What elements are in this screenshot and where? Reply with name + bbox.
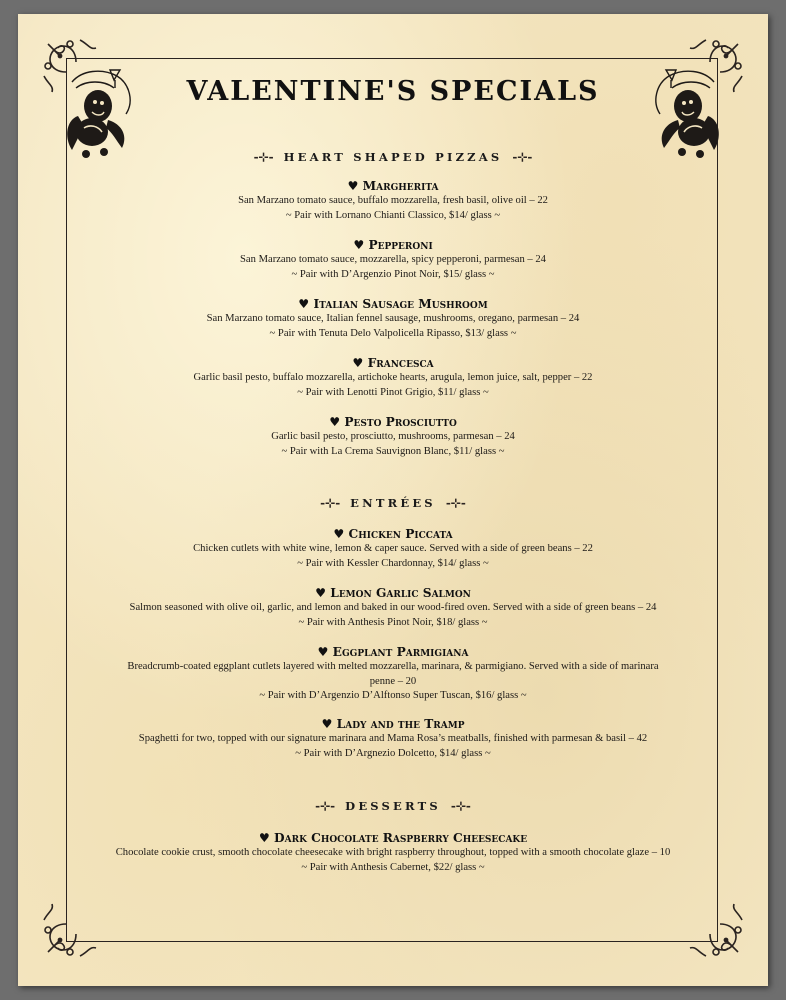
section-ornament-icon: -⊹- xyxy=(512,150,533,164)
menu-item-pairing: ~ Pair with Kessler Chardonnay, $14/ glass ~ xyxy=(297,557,489,569)
menu-item-pairing: ~ Pair with D’Argnezio Dolcetto, $14/ glass ~ xyxy=(295,747,491,759)
menu-item-name: ♥ Chicken Piccata xyxy=(333,527,453,541)
menu-item-name: ♥ Pepperoni xyxy=(353,238,433,252)
menu-item-name: ♥ Margherita xyxy=(347,179,439,193)
menu-item xyxy=(58,178,728,223)
section-heading-pizzas xyxy=(18,150,768,164)
corner-flourish-icon xyxy=(40,890,110,960)
section-ornament-icon: -⊹- xyxy=(445,496,466,510)
menu-item-description: Chocolate cookie crust, smooth chocolate cheesecake with bright raspberry throughout, topped with a smooth chocolate glaze – 10 xyxy=(115,847,671,858)
section-ornament-icon: -⊹- xyxy=(253,150,274,164)
menu-item xyxy=(126,644,660,704)
menu-item-pairing: ~ Pair with D’Argenzio D’Alftonso Super Tuscan, $16/ glass ~ xyxy=(259,690,527,701)
section-ornament-icon: -⊹- xyxy=(315,799,336,813)
menu-item-name: ♥ Italian Sausage Mushroom xyxy=(298,297,488,311)
menu-item-description: San Marzano tomato sauce, buffalo mozzarella, fresh basil, olive oil – 22 xyxy=(238,195,548,206)
page-title: VALENTINE'S SPECIALS xyxy=(186,76,600,107)
menu-item-pairing: ~ Pair with Anthesis Pinot Noir, $18/ glass ~ xyxy=(298,616,488,628)
menu-item-pairing: ~ Pair with D’Argenzio Pinot Noir, $15/ glass ~ xyxy=(291,268,495,280)
section-ornament-icon: -⊹- xyxy=(320,496,341,510)
menu-item xyxy=(58,237,728,282)
menu-item xyxy=(114,830,672,875)
menu-item xyxy=(58,296,728,341)
menu-item-description: Spaghetti for two, topped with our signature marinara and Mama Rosa’s meatballs, finished with parmesan & basil – 42 xyxy=(138,733,648,744)
menu-item-pairing: ~ Pair with Lornano Chianti Classico, $14/ glass ~ xyxy=(285,209,501,221)
section-ornament-icon: -⊹- xyxy=(450,799,471,813)
menu-item xyxy=(58,716,728,761)
menu-item-name: ♥ Dark Chocolate Raspberry Cheesecake xyxy=(258,831,528,845)
corner-flourish-icon xyxy=(676,890,746,960)
section-heading-entrees xyxy=(18,496,768,510)
menu-item-description: Breadcrumb-coated eggplant cutlets layered with melted mozzarella, marinara, & parmigiano. Served with a side of marinara penne – 20 xyxy=(127,661,659,687)
menu-item-description: Salmon seasoned with olive oil, garlic, and lemon and baked in our wood-fired oven. Served with a side of green beans – 24 xyxy=(129,602,657,613)
menu-item xyxy=(58,526,728,571)
section-heading-label: HEART SHAPED PIZZAS xyxy=(283,150,503,164)
menu-item-pairing: ~ Pair with La Crema Sauvignon Blanc, $11/ glass ~ xyxy=(281,445,505,457)
menu-item xyxy=(58,585,728,630)
menu-item xyxy=(58,414,728,459)
menu-item-name: ♥ Lemon Garlic Salmon xyxy=(315,586,471,600)
menu-item-description: San Marzano tomato sauce, Italian fennel sausage, mushrooms, oregano, parmesan – 24 xyxy=(206,313,580,324)
menu-item-description: Chicken cutlets with white wine, lemon & caper sauce. Served with a side of green beans – 22 xyxy=(193,543,593,554)
menu-item-description: Garlic basil pesto, prosciutto, mushrooms, parmesan – 24 xyxy=(271,431,515,442)
section-heading-label: DESSERTS xyxy=(345,799,441,813)
menu-item-pairing: ~ Pair with Tenuta Delo Valpolicella Ripasso, $13/ glass ~ xyxy=(269,327,517,339)
section-heading-label: ENTRÉES xyxy=(350,496,436,510)
menu-item-pairing: ~ Pair with Lenotti Pinot Grigio, $11/ glass ~ xyxy=(297,386,489,398)
menu-item-name: ♥ Francesca xyxy=(352,356,434,370)
menu-item-name: ♥ Eggplant Parmigiana xyxy=(317,645,469,659)
menu-item-description: Garlic basil pesto, buffalo mozzarella, artichoke hearts, arugula, lemon juice, salt, pepper – 22 xyxy=(193,372,593,383)
menu-item-name: ♥ Pesto Prosciutto xyxy=(329,415,457,429)
menu-item-pairing: ~ Pair with Anthesis Cabernet, $22/ glass ~ xyxy=(301,861,485,873)
menu-item-description: San Marzano tomato sauce, mozzarella, spicy pepperoni, parmesan – 24 xyxy=(240,254,546,265)
menu-item xyxy=(58,355,728,400)
menu-page xyxy=(18,14,768,986)
section-heading-desserts xyxy=(18,799,768,813)
menu-item-name: ♥ Lady and the Tramp xyxy=(321,717,465,731)
